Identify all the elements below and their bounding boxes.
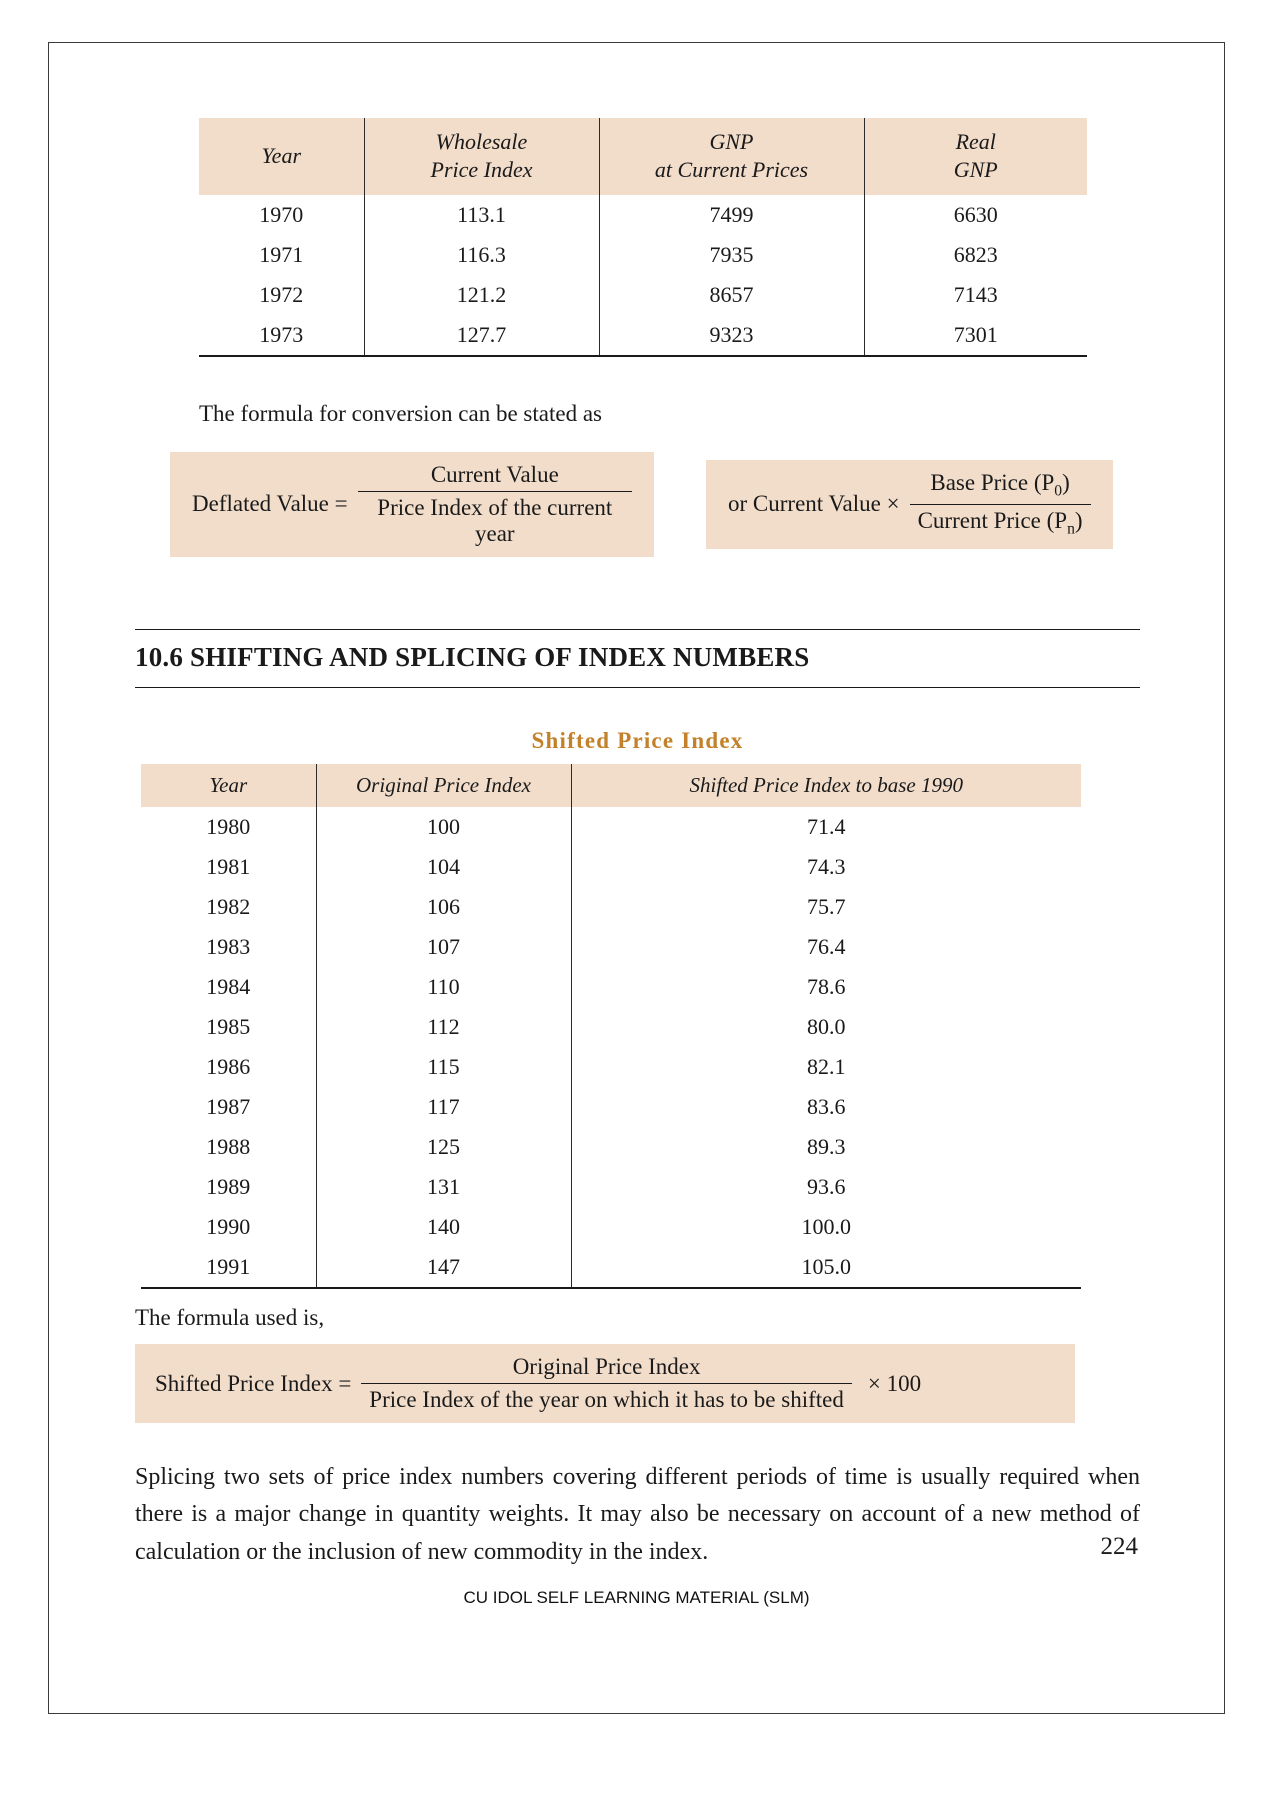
cell-shifted: 74.3 [807,853,846,879]
cell-shifted: 75.7 [807,893,846,919]
shifted-price-index-formula [135,1344,1075,1423]
table-row [141,1007,1081,1047]
cell-shifted: 76.4 [807,933,846,959]
table-header-row [141,764,1081,807]
header-line-1: GNP [709,129,754,154]
shifted-price-index-title: Shifted Price Index [531,727,744,753]
cell-original: 110 [316,967,571,1007]
cell-year: 1985 [141,1007,316,1047]
table-row [199,235,1087,275]
header-line-1: Wholesale [435,129,528,154]
denominator-text: Current Price (P [917,507,1068,533]
column-header-year: Year [141,764,316,807]
fraction-numerator: Current Value [358,462,632,492]
cell-shifted: 83.6 [807,1093,846,1119]
cell-gnp-current: 7935 [599,235,864,275]
cell-wpi: 113.1 [364,195,599,235]
cell-original: 107 [316,927,571,967]
cell-original: 115 [316,1047,571,1087]
fraction-denominator: Price Index of the year on which it has to be shifted [369,1387,844,1413]
table-row [199,195,1087,235]
table-row [141,1047,1081,1087]
page-content [135,118,1140,1595]
table-header-row [199,118,1087,195]
cell-shifted: 93.6 [807,1173,846,1199]
cell-wpi: 121.2 [364,275,599,315]
cell-shifted: 105.0 [571,1247,1081,1288]
cell-original: 131 [316,1167,571,1207]
header-line-1: Year [261,142,302,168]
table-row [141,967,1081,1007]
formula-lead: or Current Value × [728,491,900,517]
section-heading: 10.6 SHIFTING AND SPLICING OF INDEX NUMBERS [135,629,1140,688]
cell-year: 1988 [141,1127,316,1167]
cell-original: 100 [316,807,571,847]
header-line-1: Real [955,129,996,154]
cell-year: 1970 [199,195,364,235]
table-row [141,1207,1081,1247]
cell-real-gnp: 6823 [953,242,998,267]
header-line-2: GNP [953,156,998,182]
cell-shifted: 82.1 [807,1053,846,1079]
column-header-real-gnp [864,118,1087,195]
cell-year: 1972 [199,275,364,315]
header-line-2: Price Index [430,156,533,182]
cell-gnp-current: 7499 [599,195,864,235]
cell-year: 1980 [141,807,316,847]
cell-year: 1991 [141,1247,316,1288]
cell-original: 117 [316,1087,571,1127]
fraction-numerator [910,470,1091,505]
body-paragraph: Splicing two sets of price index numbers covering different periods of time is usually required when there is a major change in quantity weights. It may also be necessary on account of a new method of calculation or the inclusion of new commodity in the index. [135,1464,1140,1565]
fraction [361,1354,852,1413]
cell-gnp-current: 9323 [599,315,864,356]
shifted-price-index-table [141,764,1081,1289]
cell-real-gnp: 7143 [953,282,998,307]
fraction-denominator: Price Index of the current year [377,494,613,546]
cell-year: 1981 [141,847,316,887]
table-row [141,1247,1081,1288]
cell-original: 125 [316,1127,571,1167]
formula-intro-text: The formula for conversion can be stated as [199,401,602,426]
cell-shifted: 78.6 [807,973,846,999]
header-line-2: at Current Prices [654,156,809,182]
table-row [141,807,1081,847]
column-header-shifted-price-index: Shifted Price Index to base 1990 [571,764,1081,807]
page-number: 224 [1100,1533,1138,1560]
table-row [141,1087,1081,1127]
fraction-denominator [910,505,1091,539]
formula-lead: Shifted Price Index = [155,1370,352,1396]
column-header-wholesale-price-index [364,118,599,195]
deflation-table [199,118,1087,357]
denominator-subscript: n [1067,520,1075,538]
cell-wpi: 127.7 [364,315,599,356]
cell-original: 147 [316,1247,571,1288]
cell-shifted: 89.3 [807,1133,846,1159]
current-value-formula [706,460,1113,548]
table-row [141,887,1081,927]
formula-tail: × 100 [867,1370,922,1396]
numerator-text: Base Price (P [930,470,1055,496]
cell-year: 1984 [141,967,316,1007]
fraction [358,462,632,547]
cell-year: 1982 [141,887,316,927]
cell-year: 1990 [141,1207,316,1247]
table-row [141,1167,1081,1207]
deflated-value-formula [170,452,654,557]
fraction-numerator: Original Price Index [361,1354,852,1384]
formula-used-intro: The formula used is, [135,1304,325,1330]
fraction [910,470,1091,538]
cell-shifted: 80.0 [807,1013,846,1039]
cell-year: 1987 [141,1087,316,1127]
cell-year: 1989 [141,1167,316,1207]
document-page [48,42,1225,1714]
cell-year: 1986 [141,1047,316,1087]
table-row [199,315,1087,356]
table-row [141,927,1081,967]
column-header-year [199,118,364,195]
cell-shifted: 71.4 [807,813,846,839]
cell-original: 106 [316,887,571,927]
cell-real-gnp: 6630 [953,202,998,227]
cell-year: 1983 [141,927,316,967]
page-footer: CU IDOL SELF LEARNING MATERIAL (SLM) [463,1588,810,1607]
cell-year: 1971 [199,235,364,275]
numerator-close: ) [1062,470,1070,496]
cell-year: 1973 [199,315,364,356]
numerator-subscript: 0 [1054,482,1063,500]
column-header-gnp-current-prices [599,118,864,195]
cell-original: 140 [316,1207,571,1247]
cell-real-gnp: 7301 [864,315,1087,356]
table-row [141,1127,1081,1167]
cell-original: 112 [316,1007,571,1047]
cell-shifted: 100.0 [801,1213,851,1239]
table-row [141,847,1081,887]
formula-lead: Deflated Value = [192,491,348,517]
table-row [199,275,1087,315]
cell-original: 104 [316,847,571,887]
cell-wpi: 116.3 [364,235,599,275]
denominator-close: ) [1074,507,1083,533]
cell-gnp-current: 8657 [599,275,864,315]
column-header-original-price-index: Original Price Index [316,764,571,807]
